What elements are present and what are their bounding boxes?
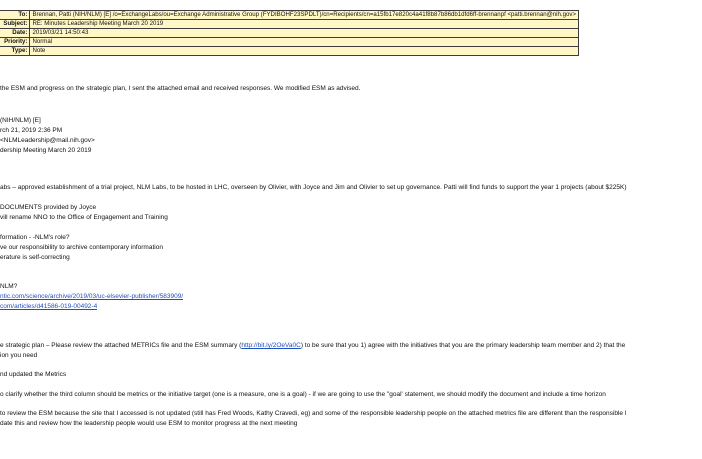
header-value: Note xyxy=(30,47,579,56)
intro-text: the ESM and progress on the strategic plan, I sent the attached email and received responses. We modified ESM as advised. xyxy=(0,85,361,92)
header-row-type xyxy=(0,47,579,56)
clarify-line: o clarify whether the third column should be metrics or the initiative target (one is a measure, one is a goal) - if we are going to use the "goal' statement, we should modify the document and include a time horizon xyxy=(0,391,606,398)
header-label: Subject: xyxy=(0,20,30,29)
esm-summary-link[interactable]: http://bit.ly/2OeVa0C xyxy=(241,342,301,349)
info-role-line: formation - -NLM's role? xyxy=(0,234,70,241)
rename-line: vill rename NNO to the Office of Engagement and Training xyxy=(0,214,168,221)
strategic-continuation: ion you need xyxy=(0,352,38,359)
labs-paragraph: abs – approved establishment of a trial project, NLM Labs, to be hosted in LHC, overseen by Olivier, with Joyce and Jim and Olivier to set up governance. Patti will find funds to support the year 1 projects (about $225K) xyxy=(0,184,627,191)
article-link-2[interactable]: com/articles/d41586-019-00492-4 xyxy=(0,303,98,310)
documents-line: DOCUMENTS provided by Joyce xyxy=(0,204,97,211)
header-label: Date: xyxy=(0,29,30,38)
header-label: Priority: xyxy=(0,38,30,47)
updated-metrics-line: nd updated the Metrics xyxy=(0,371,67,378)
quoted-from: (NIH/NLM) [E] xyxy=(0,117,41,124)
update-review-line: date this and review how the leadership people would use ESM to monitor progress at the next meeting xyxy=(0,420,298,427)
header-row-subject xyxy=(0,20,579,29)
self-correct-line: erature is self-correcting xyxy=(0,254,70,261)
strategic-text-a: e strategic plan – Please review the attached METRICs file and the ESM summary ( xyxy=(0,342,242,349)
quoted-subject: dership Meeting March 20 2019 xyxy=(0,147,92,154)
quoted-to: <NLMLeadership@mail.nih.gov> xyxy=(0,137,95,144)
article-link-1[interactable]: ntic.com/science/archive/2019/03/uc-elsevier-publisher/583909/ xyxy=(0,293,184,300)
header-row-priority xyxy=(0,38,579,47)
email-header-table xyxy=(0,10,579,56)
header-value: Normal xyxy=(30,38,579,47)
strategic-text-b: ) to be sure that you 1) agree with the initiatives that you are the primary leadership team member and 2) that the xyxy=(300,342,626,349)
header-label: To: xyxy=(0,11,30,20)
quoted-sent: rch 21, 2019 2:36 PM xyxy=(0,127,63,134)
header-label: Type: xyxy=(0,47,30,56)
header-row-to xyxy=(0,11,579,20)
review-esm-line: to review the ESM because the site that I accessed is not updated (still has Fred Woods, Kathy Cravedi, eg) and some of the responsible leadership people on the attached metrics file are different than the responsible l xyxy=(0,410,627,417)
header-row-date xyxy=(0,29,579,38)
archive-line: ve our responsibility to archive contemporary information xyxy=(0,244,163,251)
header-value: RE: Minutes Leadership Meeting March 20 2019 xyxy=(30,20,579,29)
nlm-question: NLM? xyxy=(0,283,18,290)
header-value: Brennan, Patti (NIH/NLM) [E] /o=ExchangeLabs/ou=Exchange Administrative Group (FYDIBOHF23SPDLT)/cn=Recipients/cn=a15fb17e820c4a41f8b87b86db1dfd6ff-brennanpf <patti.brennan@nih.gov> xyxy=(30,11,579,20)
strategic-plan-line xyxy=(0,342,625,350)
header-value: 2019/03/21 14:50:43 xyxy=(30,29,579,38)
